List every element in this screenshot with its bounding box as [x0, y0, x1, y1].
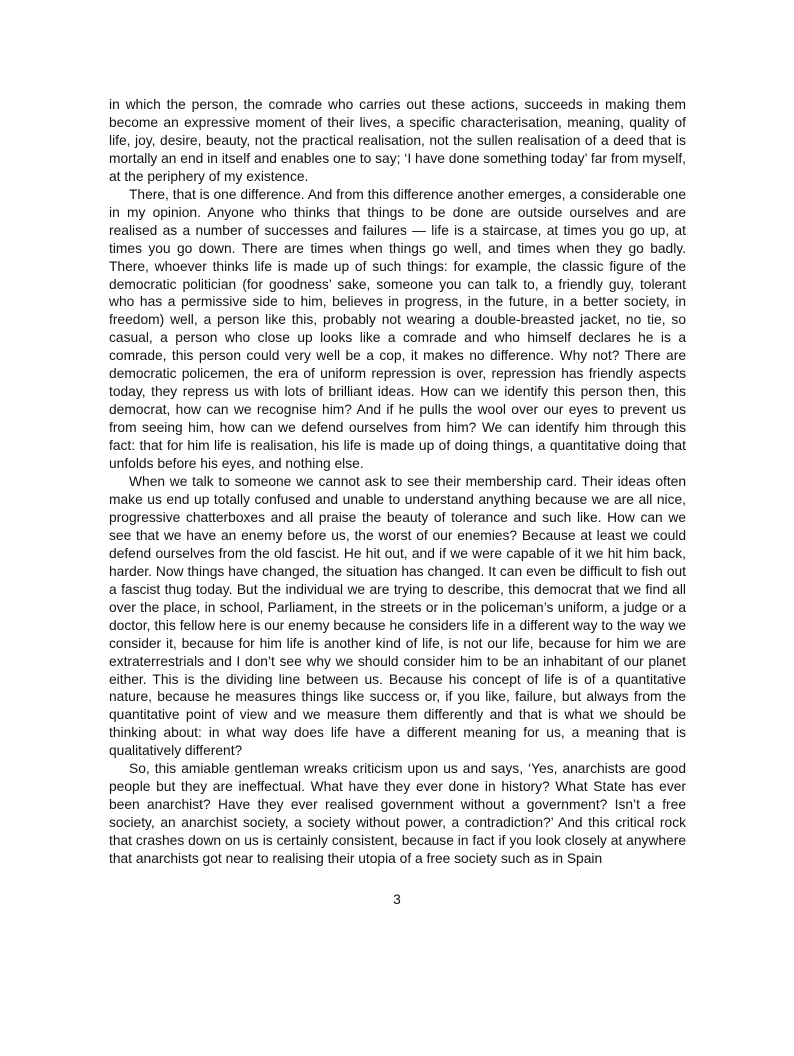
paragraph-continued: in which the person, the comrade who carries out these actions, succeeds in making them become an expressive moment of their lives, a specific characterisation, meaning, quality of life, joy, desire, beauty, not the practical realisation, not the sullen realisation of a deed that is mortally an end in itself and enables one to say; ‘I have done something today’ far from myself, at the periphery of my existence. [109, 97, 686, 184]
paragraph: So, this amiable gentleman wreaks criticism upon us and says, ‘Yes, anarchists are good people but they are ineffectual. What have they ever done in history? What State has ever been anarchist? Have they ever realised government without a government? Isn’t a free society, an anarchist society, a society without power, a contradiction?’ And this critical rock that crashes down on us is certainly consistent, because in fact if you look closely at anywhere that anarchists got near to realising their utopia of a free society such as in Spain [109, 761, 686, 867]
paragraph: There, that is one difference. And from this difference another emerges, a considerable one in my opinion. Anyone who thinks that things to be done are outside ourselves and are realised as a number of successes and failures — life is a staircase, at times you go up, at times you go down. There are times when things go well, and times when they go badly. There, whoever thinks life is made up of such things: for example, the classic figure of the democratic politician (for goodness’ sake, someone you can talk to, a friendly guy, tolerant who has a permissive side to him, believes in progress, in the future, in a better society, in freedom) well, a person like this, probably not wearing a double-breasted jacket, no tie, so casual, a person who close up looks like a comrade and who himself declares he is a comrade, this person could very well be a cop, it makes no difference. Why not? There are democratic policemen, the era of uniform repression is over, repression has friendly aspects today, they repress us with lots of brilliant ideas. How can we identify this person then, this democrat, how can we recognise him? And if he pulls the wool over our eyes to prevent us from seeing him, how can we defend ourselves from him? We can identify him through this fact: that for him life is realisation, his life is made up of doing things, a quantitative doing that unfolds before his eyes, and nothing else. [109, 186, 686, 472]
paragraph: When we talk to someone we cannot ask to see their membership card. Their ideas often make us end up totally confused and unable to understand anything because we are all nice, progressive chatterboxes and all praise the beauty of tolerance and such like. How can we see that we have an enemy before us, the worst of our enemies? Because at least we could defend ourselves from the old fascist. He hit out, and if we were capable of it we hit him back, harder. Now things have changed, the situation has changed. It can even be difficult to fish out a fascist thug today. But the individual we are trying to describe, this democrat that we find all over the place, in school, Parliament, in the streets or in the policeman’s uniform, a judge or a doctor, this fellow here is our enemy because he considers life in a different way to the way we consider it, because for him life is another kind of life, is not our life, because for him we are extraterrestrials and I don’t see why we should consider him to be an inhabitant of our planet either. This is the dividing line between us. Because his concept of life is of a quantitative nature, because he measures things like success or, if you like, failure, but always from the quantitative point of view and we measure them differently and that is what we should be thinking about: in what way does life have a different meaning for us, a meaning that is qualitatively different? [109, 474, 686, 759]
body-text [109, 96, 686, 868]
page-number: 3 [393, 892, 401, 907]
